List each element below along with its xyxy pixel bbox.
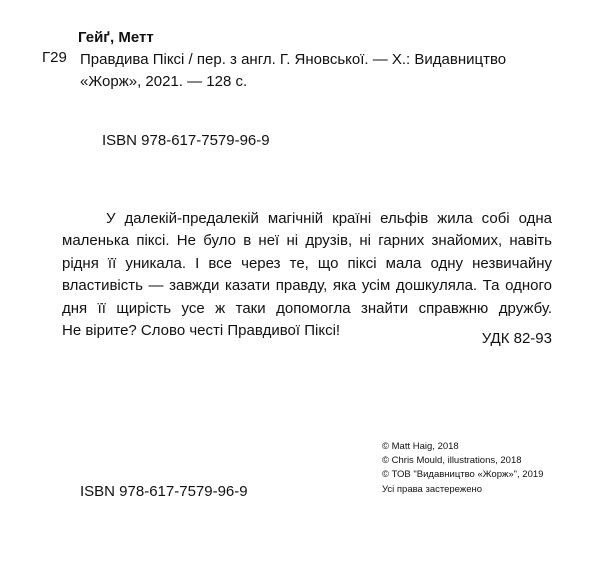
bibliographic-line-1: Правдива Піксі / пер. з англ. Г. Яновської. — Х.: Видавництво: [80, 51, 507, 68]
copyright-block: [382, 440, 543, 482]
author-name: Гейґ, Метт: [78, 29, 154, 46]
udk-code: УДК 82-93: [481, 330, 552, 347]
copyright-line: © Chris Mould, illustrations, 2018: [382, 455, 522, 466]
classification-code: Г29: [42, 49, 67, 66]
annotation-line: властивість — завжди казати правду, яка усім дошкуляла. Та одного: [62, 277, 552, 295]
rights-reserved: Усі права застережено: [382, 484, 483, 495]
copyright-line: © Matt Haig, 2018: [382, 441, 459, 452]
annotation-line: Не вірите? Слово честі Правдивої Піксі!: [62, 322, 341, 340]
annotation: [62, 208, 552, 342]
annotation-line: маленька піксі. Не було в неї ні друзів, ні гарних знайомих, навіть: [62, 232, 552, 250]
bibliographic-line-2: «Жорж», 2021. — 128 с.: [80, 73, 248, 90]
isbn-top: ISBN 978-617-7579-96-9: [102, 132, 270, 149]
annotation-line: дня її щирість усе ж таки допомогла знайти справжню дружбу.: [62, 299, 552, 317]
annotation-line: рідня її уникала. І все через те, що піксі мала одну незвичайну: [62, 254, 552, 272]
isbn-bottom: ISBN 978-617-7579-96-9: [80, 483, 248, 500]
annotation-line: У далекій-предалекій магічній країні ельфів жила собі одна: [106, 210, 552, 227]
copyright-line: © ТОВ "Видавництво «Жорж»", 2019: [382, 469, 544, 480]
bibliographic-description: [80, 49, 506, 93]
